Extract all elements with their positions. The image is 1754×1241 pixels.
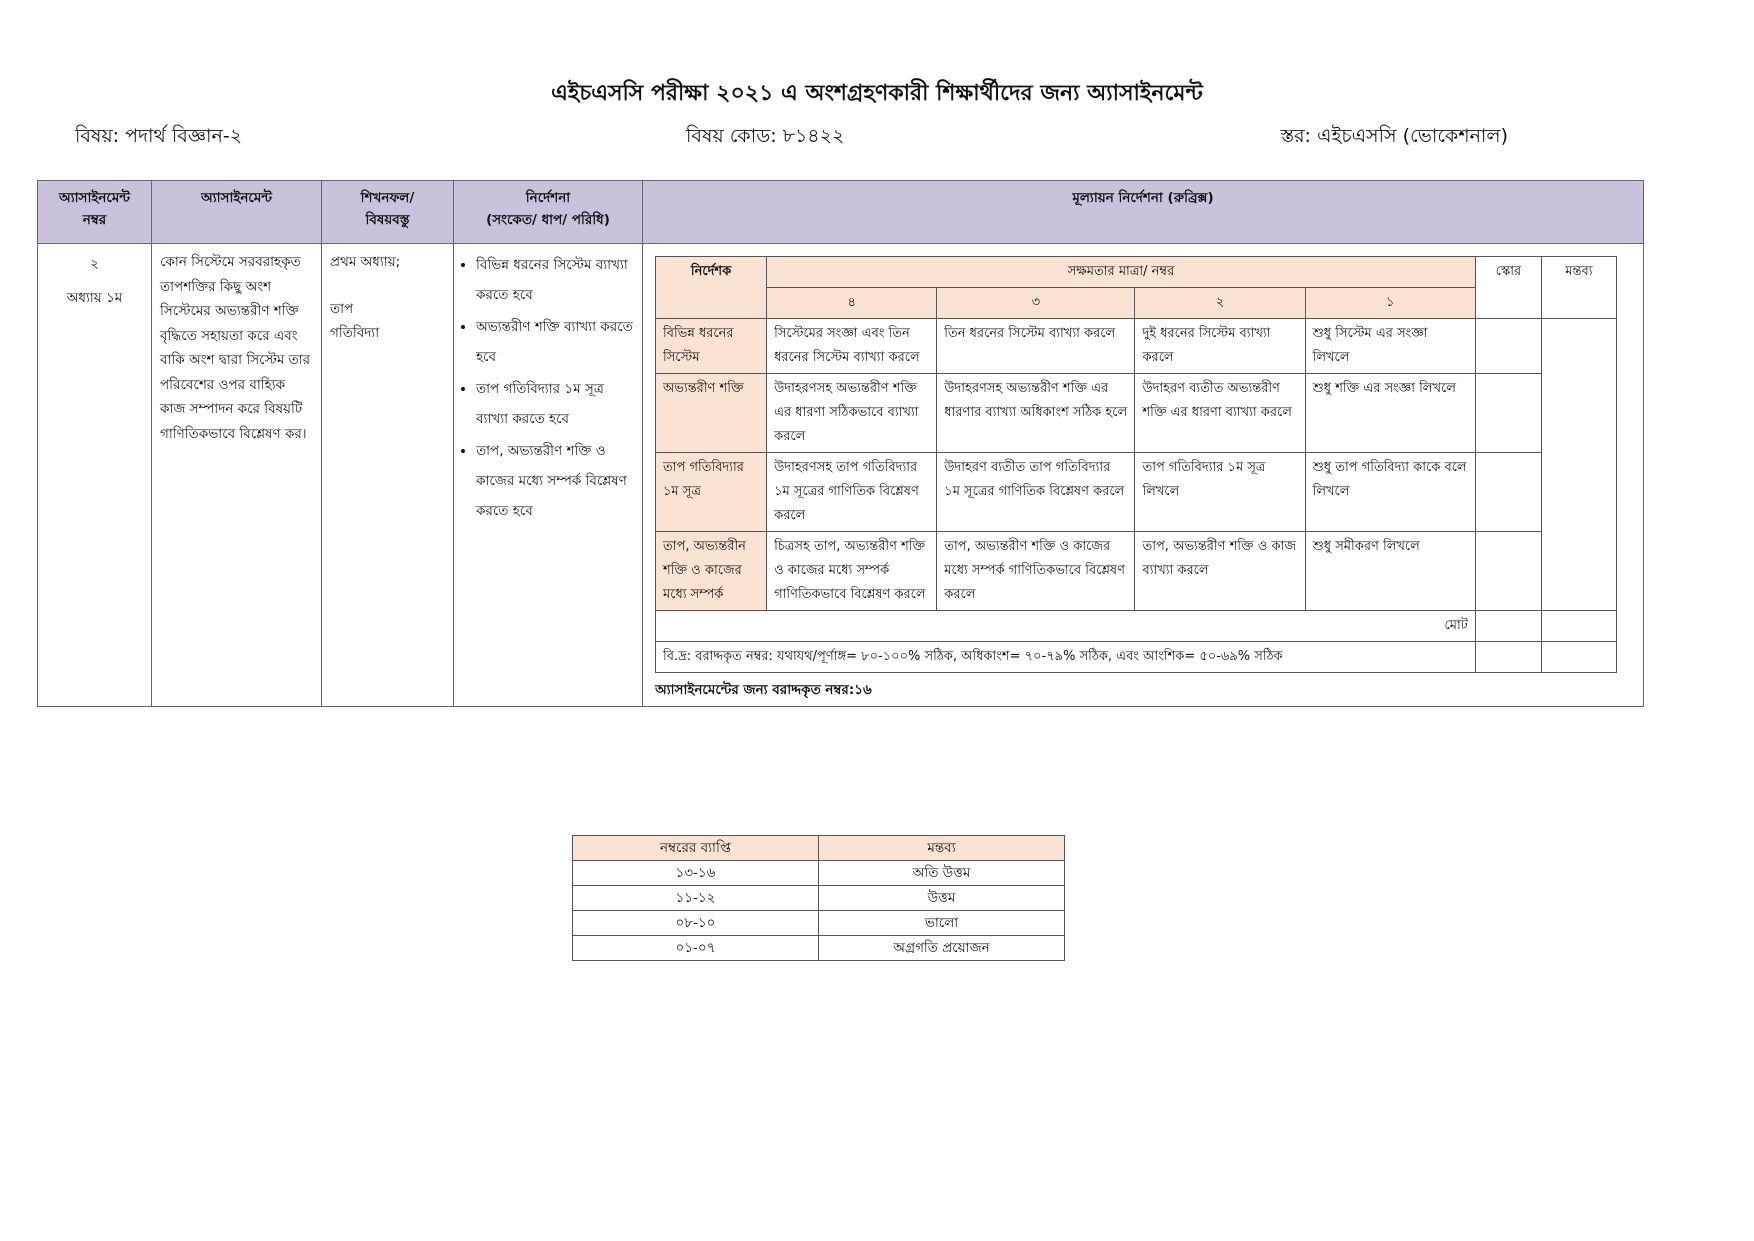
rubric-row — [656, 453, 1617, 532]
instructions-list — [458, 250, 634, 526]
instruction-item: • বিভিন্ন ধরনের সিস্টেম ব্যাখ্যা করতে হবে — [476, 250, 634, 310]
grade-row — [573, 861, 1065, 886]
header-assignment: অ্যাসাইনমেন্ট — [152, 181, 322, 244]
rubric-score-cell — [1475, 319, 1541, 374]
grade-range: ১১-১২ — [573, 886, 819, 911]
assignment-row — [38, 244, 1644, 707]
rubric-cell-level-2: তাপ, অভ্যন্তরীণ শক্তি ও কাজ ব্যাখ্যা করলে — [1135, 532, 1305, 611]
rubric-cell-level-4: উদাহরণসহ অভ্যন্তরীণ শক্তি এর ধারণা সঠিকভাবে ব্যাখ্যা করলে — [767, 374, 937, 453]
rubric-note: বি.দ্র: বরাদ্দকৃত নম্বর: যথাযথ/পূর্ণাঙ্গ= ৮০-১০০% সঠিক, অধিকাংশ= ৭০-৭৯% সঠিক, এবং আংশিক= ৫০-৬৯% সঠিক — [656, 642, 1476, 673]
grade-row — [573, 911, 1065, 936]
header-learning-outcome: শিখনফল/ বিষয়বস্তু — [322, 181, 454, 244]
rubric-total-score — [1475, 611, 1541, 642]
subject-label: বিষয়: পদার্থ বিজ্ঞান-২ — [75, 125, 243, 147]
grade-comment: উত্তম — [819, 886, 1065, 911]
rubric-level-label: ২ — [1135, 288, 1305, 319]
header-assignment-number: অ্যাসাইনমেন্ট নম্বর — [38, 181, 152, 244]
instruction-item: • তাপ, অভ্যন্তরীণ শক্তি ও কাজের মধ্যে সম্পর্ক বিশ্লেষণ করতে হবে — [476, 436, 634, 526]
assignment-number: ২ — [90, 256, 99, 272]
grade-range: ০১-০৭ — [573, 936, 819, 961]
rubric-row — [656, 319, 1617, 374]
rubric-note-score — [1475, 642, 1541, 673]
rubric-cell-level-1: শুধু তাপ গতিবিদ্যা কাকে বলে লিখলে — [1305, 453, 1475, 532]
rubric-indicator: তাপ, অভ্যন্তরীন শক্তি ও কাজের মধ্যে সম্পর্ক — [656, 532, 767, 611]
grade-comment: অতি উত্তম — [819, 861, 1065, 886]
rubric-cell-level-1: শুধু সিস্টেম এর সংজ্ঞা লিখলে — [1305, 319, 1475, 374]
grade-header-comment: মন্তব্য — [819, 836, 1065, 861]
grade-row — [573, 936, 1065, 961]
level-label: স্তর: এইচএসসি (ভোকেশনাল) — [1280, 125, 1508, 147]
learning-chapter: প্রথম অধ্যায়; — [330, 254, 401, 270]
assignment-table-header — [38, 181, 1644, 244]
grade-header-range: নম্বরের ব্যাপ্তি — [573, 836, 819, 861]
assignment-text: কোন সিস্টেমে সরবরাহকৃত তাপশক্তির কিছু অংশ সিস্টেমের অভ্যন্তরীণ শক্তি বৃদ্ধিতে সহায়তা করে এবং বাকি অংশ দ্বারা সিস্টেম তার পরিবেশের ওপর বাহ্যিক কাজ সম্পাদন করে বিষয়টি গাণিতিকভাবে বিশ্লেষণ কর। — [152, 244, 322, 707]
rubric-score-cell — [1475, 453, 1541, 532]
grade-table — [572, 835, 1065, 961]
page-title: এইচএসসি পরীক্ষা ২০২১ এ অংশগ্রহণকারী শিক্ষার্থীদের জন্য অ্যাসাইনমেন্ট — [551, 81, 1203, 106]
instructions-cell — [454, 244, 643, 707]
assignment-number-cell — [38, 244, 152, 707]
rubric-cell-level-4: চিত্রসহ তাপ, অভ্যন্তরীণ শক্তি ও কাজের মধ্যে সম্পর্ক গাণিতিকভাবে বিশ্লেষণ করলে — [767, 532, 937, 611]
rubric-cell — [643, 244, 1644, 707]
allotted-marks: অ্যাসাইনমেন্টের জন্য বরাদ্দকৃত নম্বর:১৬ — [655, 682, 872, 698]
rubric-comment-cell — [1541, 319, 1616, 611]
rubric-header-indicator: নির্দেশক — [656, 257, 767, 319]
grade-comment: ভালো — [819, 911, 1065, 936]
rubric-row — [656, 374, 1617, 453]
grade-range: ১৩-১৬ — [573, 861, 819, 886]
header-instructions: নির্দেশনা (সংকেত/ ধাপ/ পরিধি) — [454, 181, 643, 244]
rubric-cell-level-1: শুধু সমীকরণ লিখলে — [1305, 532, 1475, 611]
rubric-total-comment — [1541, 611, 1616, 642]
rubric-header-level: সক্ষমতার মাত্রা/ নম্বর — [767, 257, 1476, 288]
grade-range: ০৮-১০ — [573, 911, 819, 936]
rubric-total-row — [656, 611, 1617, 642]
learning-topic: তাপ গতিবিদ্যা — [330, 300, 380, 341]
rubric-total-label: মোট — [656, 611, 1476, 642]
rubric-indicator: অভ্যন্তরীণ শক্তি — [656, 374, 767, 453]
rubric-cell-level-2: উদাহরণ ব্যতীত অভ্যন্তরীণ শক্তি এর ধারণা ব্যাখ্যা করলে — [1135, 374, 1305, 453]
subject-code-label: বিষয় কোড: ৮১৪২২ — [686, 125, 845, 147]
rubric-row — [656, 532, 1617, 611]
grade-row — [573, 886, 1065, 911]
rubric-cell-level-2: তাপ গতিবিদ্যার ১ম সূত্র লিখলে — [1135, 453, 1305, 532]
rubric-level-label: ১ — [1305, 288, 1475, 319]
rubric-cell-level-4: উদাহরণসহ তাপ গতিবিদ্যার ১ম সূত্রের গাণিতিক বিশ্লেষণ করলে — [767, 453, 937, 532]
rubric-indicator: তাপ গতিবিদ্যার ১ম সূত্র — [656, 453, 767, 532]
rubric-note-comment — [1541, 642, 1616, 673]
rubric-cell-level-4: সিস্টেমের সংজ্ঞা এবং তিন ধরনের সিস্টেম ব্যাখ্যা করলে — [767, 319, 937, 374]
header-evaluation: মূল্যায়ন নির্দেশনা (রুব্রিক্স) — [643, 181, 1644, 244]
assignment-table — [37, 180, 1644, 707]
rubric-level-label: ৩ — [937, 288, 1135, 319]
assignment-chapter: অধ্যায় ১ম — [66, 290, 123, 306]
rubric-cell-level-3: উদাহরণ ব্যতীত তাপ গতিবিদ্যার ১ম সূত্রের গাণিতিক বিশ্লেষণ করলে — [937, 453, 1135, 532]
grade-comment: অগ্রগতি প্রয়োজন — [819, 936, 1065, 961]
rubric-header-score: স্কোর — [1475, 257, 1541, 319]
rubric-cell-level-3: তাপ, অভ্যন্তরীণ শক্তি ও কাজের মধ্যে সম্পর্ক গাণিতিকভাবে বিশ্লেষণ করলে — [937, 532, 1135, 611]
instruction-item: • তাপ গতিবিদ্যার ১ম সূত্র ব্যাখ্যা করতে হবে — [476, 374, 634, 434]
rubric-cell-level-3: উদাহরণসহ অভ্যন্তরীণ শক্তি এর ধারণার ব্যাখ্যা অধিকাংশ সঠিক হলে — [937, 374, 1135, 453]
rubric-indicator: বিভিন্ন ধরনের সিস্টেম — [656, 319, 767, 374]
learning-outcome-cell — [322, 244, 454, 707]
rubric-note-row — [656, 642, 1617, 673]
rubric-level-label: ৪ — [767, 288, 937, 319]
grade-table-header — [573, 836, 1065, 861]
rubric-cell-level-1: শুধু শক্তি এর সংজ্ঞা লিখলে — [1305, 374, 1475, 453]
rubric-score-cell — [1475, 532, 1541, 611]
instruction-item: • অভ্যন্তরীণ শক্তি ব্যাখ্যা করতে হবে — [476, 312, 634, 372]
rubric-cell-level-3: তিন ধরনের সিস্টেম ব্যাখ্যা করলে — [937, 319, 1135, 374]
rubric-header-comment: মন্তব্য — [1541, 257, 1616, 319]
rubric-score-cell — [1475, 374, 1541, 453]
rubric-table — [655, 256, 1617, 673]
rubric-cell-level-2: দুই ধরনের সিস্টেম ব্যাখ্যা করলে — [1135, 319, 1305, 374]
